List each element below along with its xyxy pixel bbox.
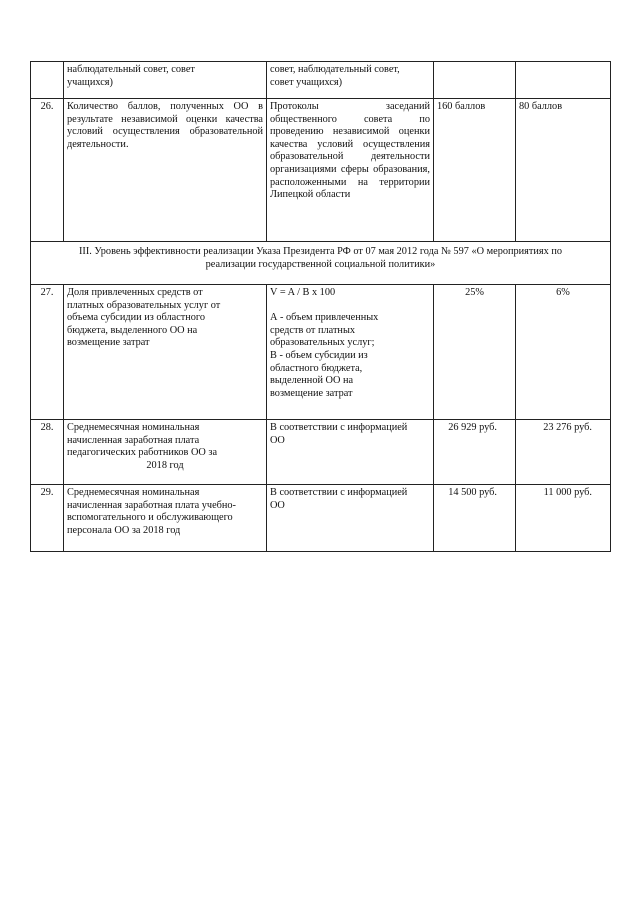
- value-1-cell: [434, 62, 516, 99]
- indicator-cell: [64, 420, 267, 485]
- indicator-line: начисленная заработная плата: [67, 434, 200, 446]
- indicator-cell: Количество баллов, полученных ОО в результате независимой оценки качества условий осуществления образовательной деятельности.: [64, 99, 267, 242]
- indicator-cell: [64, 285, 267, 420]
- value-1-cell: 25%: [434, 285, 516, 420]
- indicator-line: 2018 год: [146, 459, 184, 471]
- source-line: средств от платных: [270, 324, 356, 336]
- section-title-line: III. Уровень эффективности реализации Указа Президента РФ от 07 мая 2012 года № 597 «О мероприятиях по: [78, 246, 563, 257]
- source-line: возмещение затрат: [270, 387, 353, 399]
- source-line: ОО: [270, 434, 285, 446]
- value-1-cell: 160 баллов: [434, 99, 516, 242]
- value-2-cell: 80 баллов: [516, 99, 611, 242]
- source-line: ОО: [270, 499, 285, 511]
- source-line: В соответствии с информацией: [270, 487, 408, 498]
- source-cell: [267, 420, 434, 485]
- value-2-cell: [516, 62, 611, 99]
- indicator-cell: [64, 485, 267, 552]
- row-number-cell: 28.: [31, 420, 64, 485]
- indicator-line: наблюдательный совет, совет: [67, 64, 195, 75]
- source-cell: [267, 285, 434, 420]
- section-3-title: [31, 242, 611, 285]
- indicators-table: [30, 61, 611, 552]
- table-row-27: [31, 285, 611, 420]
- source-line: совет, наблюдательный совет,: [270, 64, 400, 75]
- indicator-line: бюджета, выделенного ОО на: [67, 324, 198, 336]
- source-cell: Протоколы заседаний общественного совета по проведению независимой оценки качества условий осуществления образовательной деятельности организациями сферы образования, расположенными на территории Липецкой области: [267, 99, 434, 242]
- value-2-cell: 6%: [516, 285, 611, 420]
- value-1-cell: 14 500 руб.: [434, 485, 516, 552]
- source-line: совет учащихся): [270, 76, 343, 88]
- row-number-cell: 27.: [31, 285, 64, 420]
- table-row-continuation: [31, 62, 611, 99]
- value-2-cell: 23 276 руб.: [516, 420, 611, 485]
- source-line: А - объем привлеченных: [270, 312, 379, 324]
- section-3-row: [31, 242, 611, 285]
- indicator-cell: [64, 62, 267, 99]
- source-line: В - объем субсидии из: [270, 349, 368, 361]
- formula: V = A / B x 100: [270, 287, 336, 298]
- indicator-line: возмещение затрат: [67, 337, 150, 349]
- value-1-cell: 26 929 руб.: [434, 420, 516, 485]
- section-title-line: реализации государственной социальной политики»: [205, 258, 436, 270]
- source-line: В соответствии с информацией: [270, 422, 408, 433]
- indicator-line: учащихся): [67, 76, 113, 88]
- indicator-line: вспомогательного и обслуживающего: [67, 512, 233, 524]
- indicator-line: Доля привлеченных средств от: [67, 287, 203, 298]
- value-2-cell: 11 000 руб.: [516, 485, 611, 552]
- table-row-29: [31, 485, 611, 552]
- row-number-cell: 29.: [31, 485, 64, 552]
- indicator-line: Среднемесячная номинальная: [67, 487, 200, 498]
- row-number-cell: [31, 62, 64, 99]
- indicator-line: начисленная заработная плата учебно-: [67, 499, 236, 511]
- source-line: образовательных услуг;: [270, 337, 375, 349]
- table-row-26: [31, 99, 611, 242]
- table-row-28: [31, 420, 611, 485]
- source-cell: [267, 62, 434, 99]
- indicator-line: объема субсидии из областного: [67, 312, 206, 324]
- indicator-line: персонала ОО за 2018 год: [67, 524, 181, 536]
- source-line: выделенной ОО на: [270, 375, 354, 387]
- indicator-line: Среднемесячная номинальная: [67, 422, 200, 433]
- source-line: областного бюджета,: [270, 362, 363, 374]
- row-number-cell: 26.: [31, 99, 64, 242]
- spacer: [270, 300, 430, 313]
- indicator-line: педагогических работников ОО за: [67, 447, 218, 459]
- indicator-line: платных образовательных услуг от: [67, 299, 221, 311]
- source-cell: [267, 485, 434, 552]
